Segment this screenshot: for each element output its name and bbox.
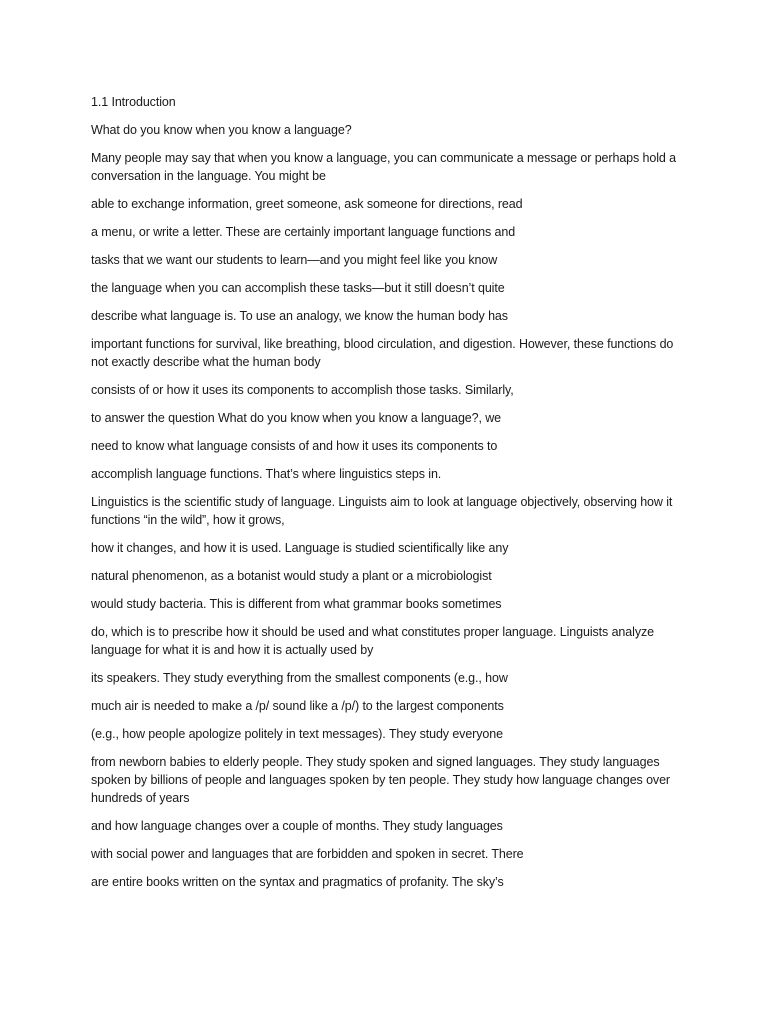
paragraph: the language when you can accomplish these tasks—but it still doesn’t quite — [91, 281, 505, 295]
document-body — [91, 93, 691, 901]
paragraph: much air is needed to make a /p/ sound like a /p/) to the largest components — [91, 699, 504, 713]
paragraph: to answer the question What do you know when you know a language?, we — [91, 411, 502, 425]
paragraph: accomplish language functions. That’s where linguistics steps in. — [91, 467, 442, 481]
paragraph: What do you know when you know a language? — [91, 123, 352, 137]
paragraph: consists of or how it uses its components to accomplish those tasks. Similarly, — [91, 383, 514, 397]
paragraph: a menu, or write a letter. These are certainly important language functions and — [91, 225, 516, 239]
paragraph: would study bacteria. This is different from what grammar books sometimes — [91, 597, 502, 611]
paragraph: tasks that we want our students to learn—and you might feel like you know — [91, 253, 498, 267]
paragraph: Many people may say that when you know a language, you can communicate a message or perhaps hold a conversation in the language. You might be — [91, 151, 677, 183]
paragraph: (e.g., how people apologize politely in text messages). They study everyone — [91, 727, 503, 741]
paragraph: are entire books written on the syntax and pragmatics of profanity. The sky’s — [91, 875, 504, 889]
paragraph: do, which is to prescribe how it should be used and what constitutes proper language. Linguists analyze language for what it is and how it is actually used by — [91, 625, 654, 657]
paragraph: from newborn babies to elderly people. They study spoken and signed languages. They study languages spoken by billions of people and languages spoken by ten people. They study how language changes over hundreds of years — [91, 755, 670, 805]
paragraph: how it changes, and how it is used. Language is studied scientifically like any — [91, 541, 509, 555]
paragraph: need to know what language consists of and how it uses its components to — [91, 439, 498, 453]
section-heading: 1.1 Introduction — [91, 95, 176, 109]
paragraph: natural phenomenon, as a botanist would study a plant or a microbiologist — [91, 569, 492, 583]
paragraph: its speakers. They study everything from the smallest components (e.g., how — [91, 671, 508, 685]
paragraph: with social power and languages that are forbidden and spoken in secret. There — [91, 847, 524, 861]
paragraph: describe what language is. To use an analogy, we know the human body has — [91, 309, 508, 323]
paragraph: important functions for survival, like breathing, blood circulation, and digestion. However, these functions do not exactly describe what the human body — [91, 337, 674, 369]
paragraph: Linguistics is the scientific study of language. Linguists aim to look at language objectively, observing how it functions “in the wild”, how it grows, — [91, 495, 673, 527]
paragraph: able to exchange information, greet someone, ask someone for directions, read — [91, 197, 523, 211]
paragraph: and how language changes over a couple of months. They study languages — [91, 819, 503, 833]
